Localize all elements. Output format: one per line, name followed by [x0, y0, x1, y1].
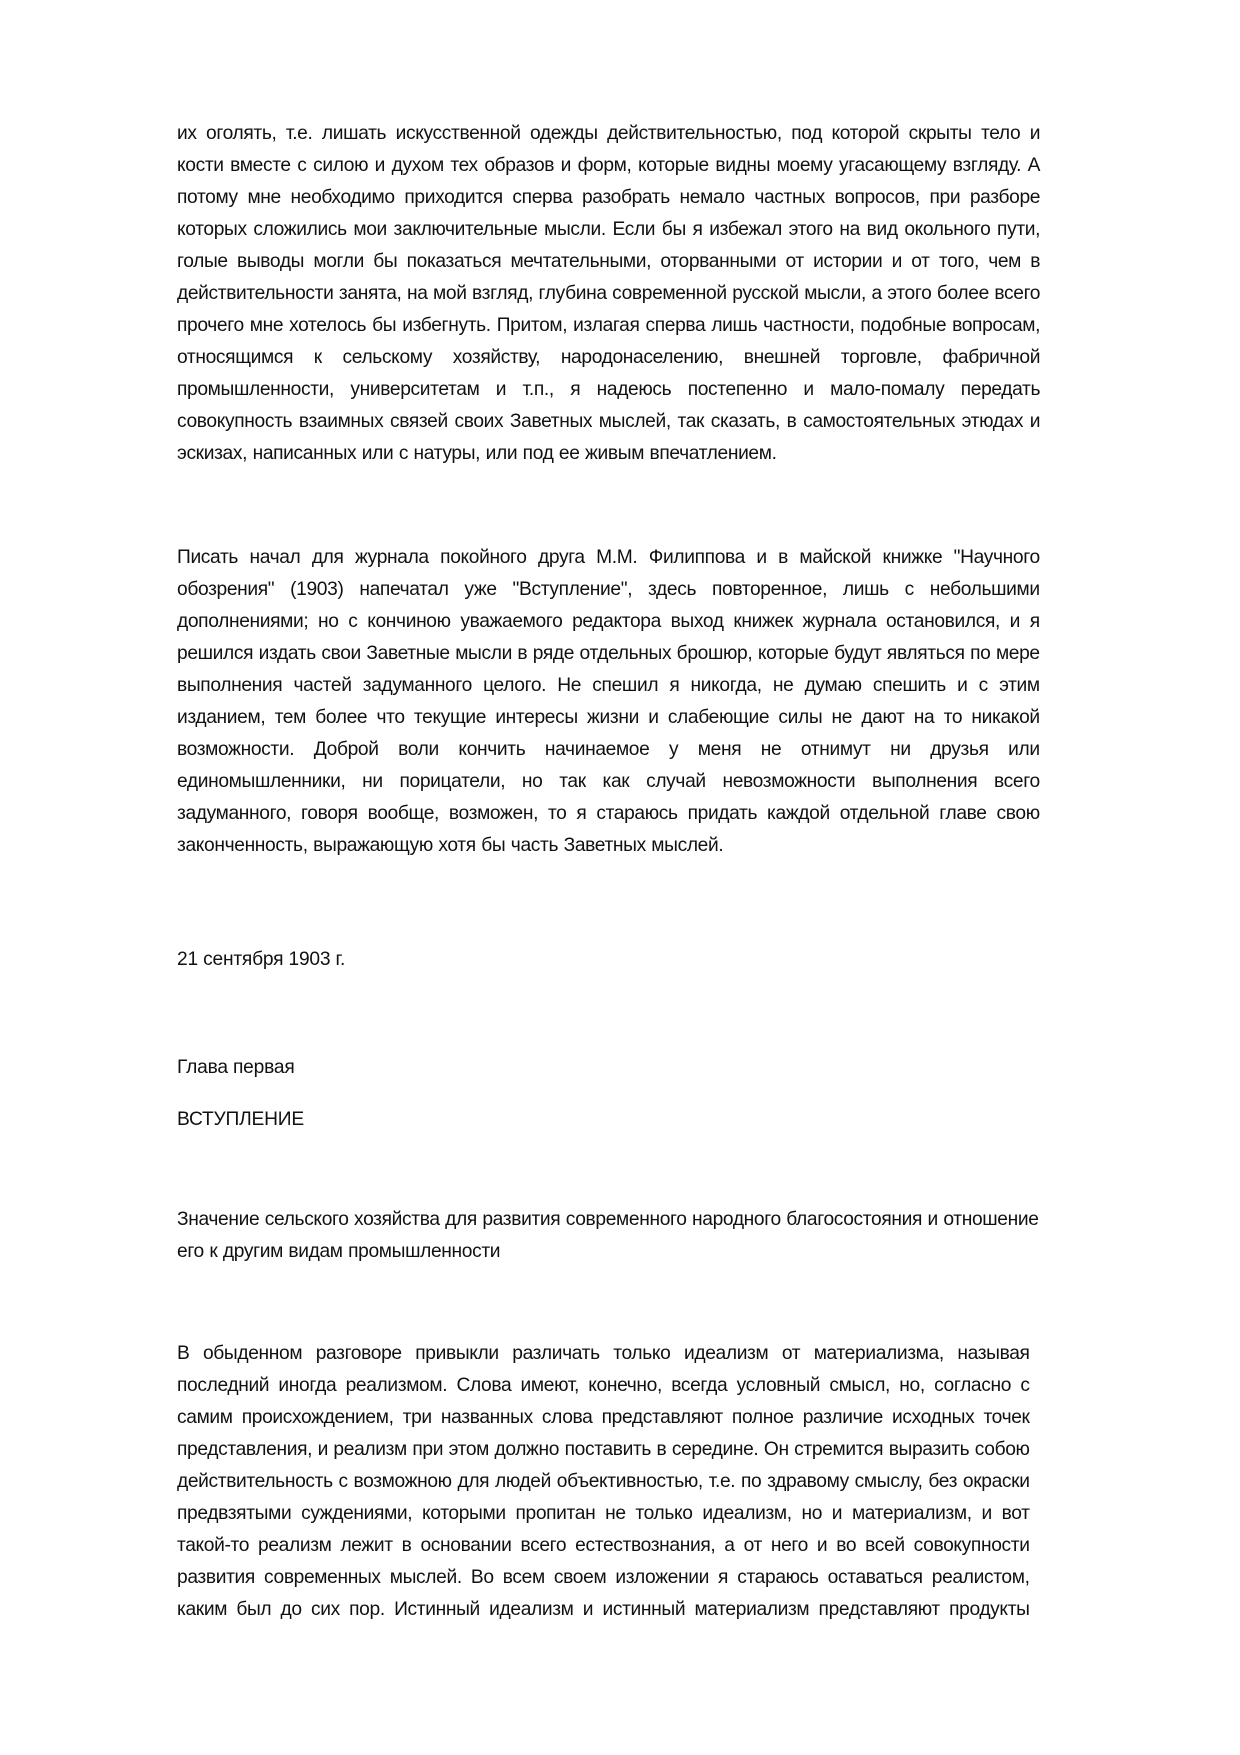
text-line: дополнениями; но с кончиною уважаемого редактора выход книжек журнала остановился, и я [177, 611, 1040, 632]
chapter-title: ВСТУПЛЕНИЕ [177, 1109, 304, 1130]
text-line: промышленности, университетам и т.п., я надеюсь постепенно и мало-помалу передать [177, 379, 1041, 400]
paragraph-preface-2 [177, 542, 1040, 862]
text-line: которых сложились мои заключительные мысли. Если бы я избежал этого на вид окольного пути, [177, 219, 1041, 240]
text-line: единомышленники, ни порицатели, но так как случай невозможности выполнения всего [177, 771, 1040, 792]
text-line: задуманного, говоря вообще, возможен, то я стараюсь придать каждой отдельной главе свою [177, 803, 1040, 824]
text-line: выполнения частей задуманного целого. Не спешил я никогда, не думаю спешить и с этим [177, 675, 1040, 696]
text-line: совокупность взаимных связей своих Заветных мыслей, так сказать, в самостоятельных этюдах и [177, 411, 1041, 432]
text-line: действительность с возможною для людей объективностью, т.е. по здравому смыслу, без окраски [177, 1471, 1030, 1492]
text-line: действительности занята, на мой взгляд, глубина современной русской мысли, а этого более всего [177, 283, 1041, 304]
text-line: кости вместе с силою и духом тех образов и форм, которые видны моему угасающему взгляду. А [177, 155, 1041, 176]
text-line: такой-то реализм лежит в основании всего естествознания, а от него и во всей совокупности [177, 1535, 1030, 1556]
text-line: последний иногда реализмом. Слова имеют, конечно, всегда условный смысл, но, согласно с [177, 1375, 1030, 1396]
text-line: его к другим видам промышленности [177, 1241, 501, 1262]
text-line: каким был до сих пор. Истинный идеализм и истинный материализм представляют продукты [177, 1599, 1030, 1620]
text-line: В обыденном разговоре привыкли различать только идеализм от материализма, называя [177, 1343, 1030, 1364]
text-line: законченность, выражающую хотя бы часть Заветных мыслей. [177, 835, 724, 856]
text-line: относящимся к сельскому хозяйству, народонаселению, внешней торговле, фабричной [177, 347, 1041, 368]
paragraph-chapter-body [177, 1338, 1030, 1626]
text-line: Значение сельского хозяйства для развития современного народного благосостояния и отношение [177, 1209, 1039, 1230]
text-line: изданием, тем более что текущие интересы жизни и слабеющие силы не дают на то никакой [177, 707, 1040, 728]
chapter-label: Глава первая [177, 1057, 295, 1078]
text-line: голые выводы могли бы показаться мечтательными, оторванными от истории и от того, чем в [177, 251, 1041, 272]
text-line: решился издать свои Заветные мысли в ряде отдельных брошюр, которые будут являться по мере [177, 643, 1040, 664]
paragraph-preface-1 [177, 118, 1040, 470]
text-line: их оголять, т.е. лишать искусственной одежды действительностью, под которой скрыты тело и [177, 123, 1041, 144]
text-line: потому мне необходимо приходится сперва разобрать немало частных вопросов, при разборе [177, 187, 1041, 208]
text-line: представления, и реализм при этом должно поставить в середине. Он стремится выразить собою [177, 1439, 1030, 1460]
text-line: развития современных мыслей. Во всем своем изложении я стараюсь оставаться реалистом, [177, 1567, 1030, 1588]
text-line: Писать начал для журнала покойного друга М.М. Филиппова и в майской книжке "Научного [177, 547, 1040, 568]
preface-date: 21 сентября 1903 г. [177, 949, 346, 970]
text-line: обозрения" (1903) напечатал уже "Вступление", здесь повторенное, лишь с небольшими [177, 579, 1040, 600]
text-line: возможности. Доброй воли кончить начинаемое у меня не отнимут ни друзья или [177, 739, 1040, 760]
text-line: предвзятыми суждениями, которыми пропитан не только идеализм, но и материализм, и вот [177, 1503, 1030, 1524]
text-line: прочего мне хотелось бы избегнуть. Притом, излагая сперва лишь частности, подобные вопросам, [177, 315, 1041, 336]
chapter-subtitle [177, 1204, 1039, 1268]
text-line: самим происхождением, три названных слова представляют полное различие исходных точек [177, 1407, 1030, 1428]
text-line: эскизах, написанных или с натуры, или под ее живым впечатлением. [177, 443, 777, 464]
